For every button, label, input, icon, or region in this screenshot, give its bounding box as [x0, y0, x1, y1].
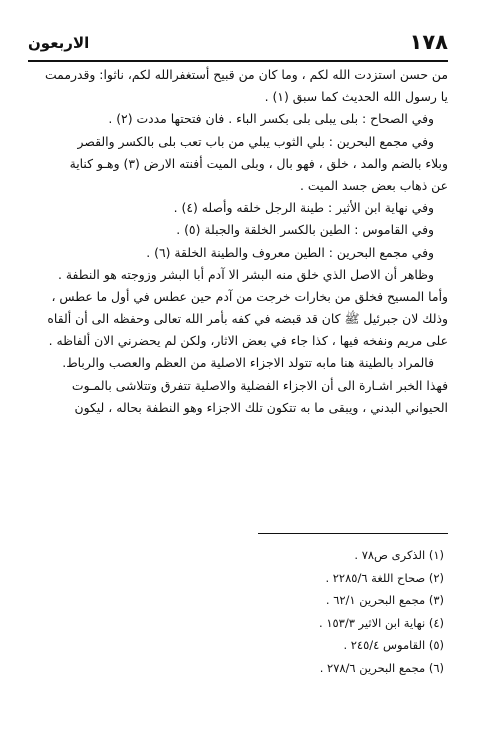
footnote: (٣) مجمع البحرين ٦٢/١ . [325, 593, 444, 608]
text-line: الحيواني البدني ، ويبقى ما به تتكون تلك الاجزاء وهو النطفة بحاله ، ليكون [74, 399, 448, 415]
text-line: من حسن استزدت الله لكم ، وما كان من قبيح أستغفرالله لكم، ناثوا: وقدرممت [45, 67, 448, 82]
text-line: وفي مجمع البحرين : بلي الثوب يبلي من باب تعب بلى بالكسر والقصر [77, 133, 434, 149]
footnotes [200, 544, 444, 680]
text-line: فهذا الخبر اشـارة الى أن الاجزاء الفضلية والاصلية تتفرق وتتلاشى بالمـوت [71, 377, 448, 393]
text-line: عن ذهاب بعض جسد الميت . [299, 177, 448, 193]
footnote-divider [258, 533, 448, 534]
text-line: وأما المسيح فخلق من بخارات خرجت من آدم حين عطس في أول ما عطس ، [51, 288, 448, 304]
text-line: يا رسول الله الحديث كما سبق (١) . [264, 89, 448, 105]
text-line: وفي القاموس : الطين بالكسر الخلقة والجبلة (٥) . [176, 222, 434, 238]
text-line: وفي نهاية ابن الأثير : طينة الرجل خلقه وأصله (٤) . [173, 200, 434, 216]
page-header [28, 30, 448, 62]
footnote: (٥) القاموس ٢٤٥/٤ . [343, 638, 444, 653]
running-title: الاربعون [28, 34, 90, 52]
text-line: وظاهر أن الاصل الذي خلق منه البشر الا آدم أبا البشر وزوجته هو النطفة . [57, 266, 434, 282]
footnote: (٦) مجمع البحرين ٢٧٨/٦ . [319, 660, 444, 675]
text-line: وذلك لان جبرئيل ﷺ كان قد قبضه في كفه بأمر الله تعالى وحفظه الى أن ألقاه [47, 311, 448, 327]
footnote: (٤) نهاية ابن الاثير ١٥٣/٣ . [319, 615, 444, 630]
text-line: وبلاء بالضم والمد ، خلق ، فهو بال ، وبلى الميت أفنته الارض (٣) وهـو كناية [69, 155, 448, 171]
text-line: على مريم ونفخه فيها ، كذا جاء في بعض الاثار، ولكن لم يحضرني الان ألفاظه . [48, 333, 448, 349]
footnote: (٢) صحاح اللغة ٢٢٨٥/٦ . [325, 570, 444, 585]
page-number: ١٧٨ [409, 30, 448, 54]
text-line: فالمراد بالطينة هنا مابه تتولد الاجزاء الاصلية من العظم والعصب والرباط. [62, 355, 434, 371]
body-text [28, 64, 448, 419]
footnote: (١) الذكرى ص٧٨ . [354, 548, 444, 562]
text-line: وفي الصحاح : بلى يبلى بلى بكسر الباء . فان فتحتها مددت (٢) . [108, 111, 434, 127]
text-line: وفي مجمع البحرين : الطين معروف والطينة الخلقة (٦) . [146, 244, 434, 260]
